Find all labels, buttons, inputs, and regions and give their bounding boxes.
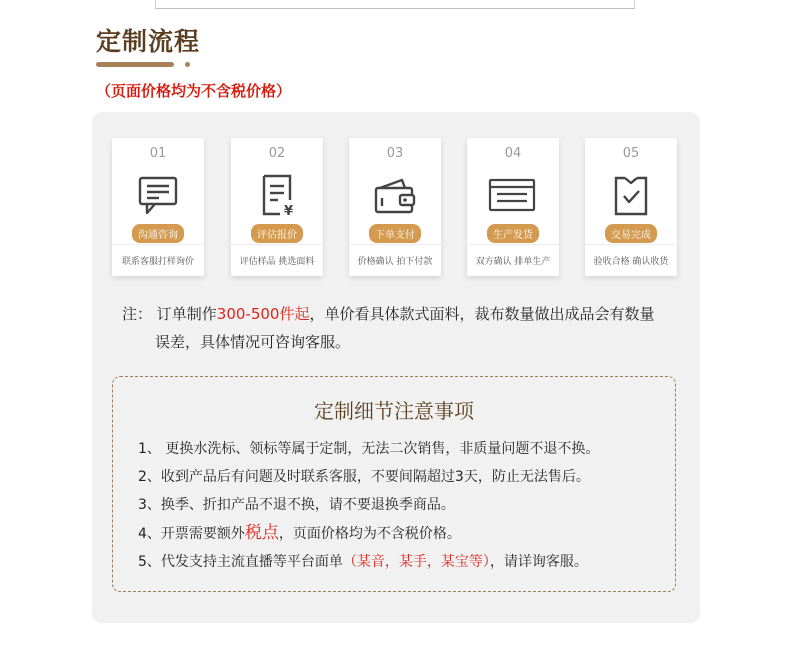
check-clipboard-icon xyxy=(608,172,654,218)
step-tag: 交易完成 xyxy=(605,224,657,243)
chat-icon xyxy=(135,172,181,218)
top-frame-line xyxy=(155,0,635,9)
item-text: ，请详询客服。 xyxy=(489,554,588,570)
step-description: 价格确认 拍下付款 xyxy=(357,257,433,267)
title-dot xyxy=(185,62,190,67)
item-text: 4、开票需要额外 xyxy=(138,526,245,542)
page-title: 定制流程 xyxy=(96,27,201,56)
step-number: 04 xyxy=(504,146,522,161)
list-item xyxy=(138,548,599,576)
list-item: 3、换季、折扣产品不退不换，请不要退换季商品。 xyxy=(138,497,455,513)
item-text: 5、代发支持主流直播等平台面单 xyxy=(138,554,343,570)
step-card-ship xyxy=(467,138,559,276)
step-tag: 评估报价 xyxy=(251,224,303,243)
divider xyxy=(231,244,323,245)
item-highlight: 税点 xyxy=(244,523,279,543)
production-list-icon xyxy=(481,172,543,218)
item-text: ，页面价格均为不含税价格。 xyxy=(278,526,461,542)
divider xyxy=(585,244,677,245)
list-item: 1、 更换水洗标、领标等属于定制，无法二次销售，非质量问题不退不换。 xyxy=(138,441,600,457)
step-tag: 沟通咨询 xyxy=(132,224,184,243)
step-card-pay xyxy=(349,138,441,276)
step-card-consult xyxy=(112,138,204,276)
note-rest: ，单价看具体款式面料，裁布数量做出成品会有数量 xyxy=(309,305,655,323)
step-number: 01 xyxy=(149,146,167,161)
item-highlight: （某音，某手，某宝等） xyxy=(342,554,490,570)
divider xyxy=(349,244,441,245)
step-card-complete xyxy=(585,138,677,276)
list-item xyxy=(138,519,599,548)
step-number: 05 xyxy=(622,146,640,161)
note-line-2: 误差，具体情况可咨询客服。 xyxy=(155,333,351,351)
step-tag: 下单支付 xyxy=(369,224,421,243)
step-description: 联系客服打样询价 xyxy=(121,257,194,267)
wallet-icon xyxy=(372,172,418,218)
details-list xyxy=(138,435,599,576)
price-notice: （页面价格均为不含税价格） xyxy=(96,82,292,100)
details-box xyxy=(112,376,676,592)
note-highlight: 300-500件起 xyxy=(216,305,310,323)
step-number: 02 xyxy=(268,146,286,161)
step-card-quote xyxy=(231,138,323,276)
details-title: 定制细节注意事项 xyxy=(314,399,474,423)
divider xyxy=(467,244,559,245)
list-item: 2、收到产品后有问题及时联系客服，不要间隔超过3天，防止无法售后。 xyxy=(138,469,590,485)
step-description: 评估样品 挑选面料 xyxy=(239,257,315,267)
step-description: 验收合格 确认收货 xyxy=(593,257,669,267)
quote-document-icon xyxy=(254,172,300,218)
title-underline xyxy=(96,62,174,67)
divider xyxy=(112,244,204,245)
svg-text:¥: ¥ xyxy=(284,204,294,218)
step-tag: 生产发货 xyxy=(487,224,539,243)
order-note xyxy=(122,300,692,356)
note-prefix: 注： 订单制作 xyxy=(122,305,217,323)
step-number: 03 xyxy=(386,146,404,161)
step-description: 双方确认 排单生产 xyxy=(475,257,551,267)
